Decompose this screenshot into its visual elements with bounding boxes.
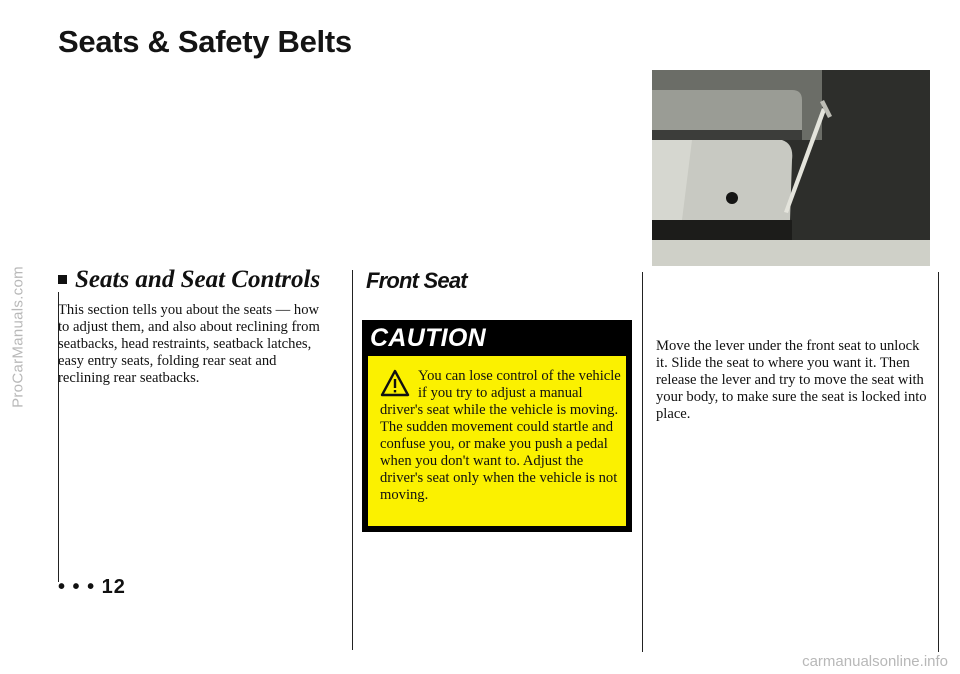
page-number: • • • 12 xyxy=(58,576,126,598)
column-divider-right-b xyxy=(938,272,939,652)
column-divider-right-a xyxy=(642,272,643,652)
front-seat-heading: Front Seat xyxy=(366,268,467,293)
intro-paragraph: This section tells you about the seats — how to adjust them, and also about reclining from seatbacks, head restraints, seatback latches, easy entry seats, folding rear seat and reclining rear seatbacks. xyxy=(58,302,320,386)
warning-triangle-icon xyxy=(380,368,410,398)
bullet-square xyxy=(58,275,67,284)
seat-lever-photo xyxy=(652,70,930,266)
caution-title: CAUTION xyxy=(370,324,486,352)
caution-box xyxy=(362,320,632,532)
caution-paragraph xyxy=(380,368,622,504)
caution-text: You can lose control of the vehicle if you try to adjust a manual driver's seat while the vehicle is moving. The sudden movement could startle and confuse you, or make you push a pedal when you don't want to. Adjust the driver's seat only when the vehicle is not moving. xyxy=(380,368,621,503)
section-heading-text: Seats and Seat Controls xyxy=(75,266,321,293)
section-heading-seats xyxy=(58,266,320,294)
caution-body xyxy=(368,356,626,526)
column-divider-center xyxy=(352,270,353,650)
page-title: Seats & Safety Belts xyxy=(58,24,352,59)
side-watermark xyxy=(6,0,30,674)
side-watermark-text: ProCarManuals.com xyxy=(9,266,27,408)
bottom-watermark: carmanualsonline.info xyxy=(802,653,948,670)
adjust-paragraph: Move the lever under the front seat to unlock it. Slide the seat to where you want it. Then release the lever and try to move the seat with your body, to make sure the seat is locked into place. xyxy=(656,338,927,422)
seat-lever-illustration xyxy=(652,70,930,266)
